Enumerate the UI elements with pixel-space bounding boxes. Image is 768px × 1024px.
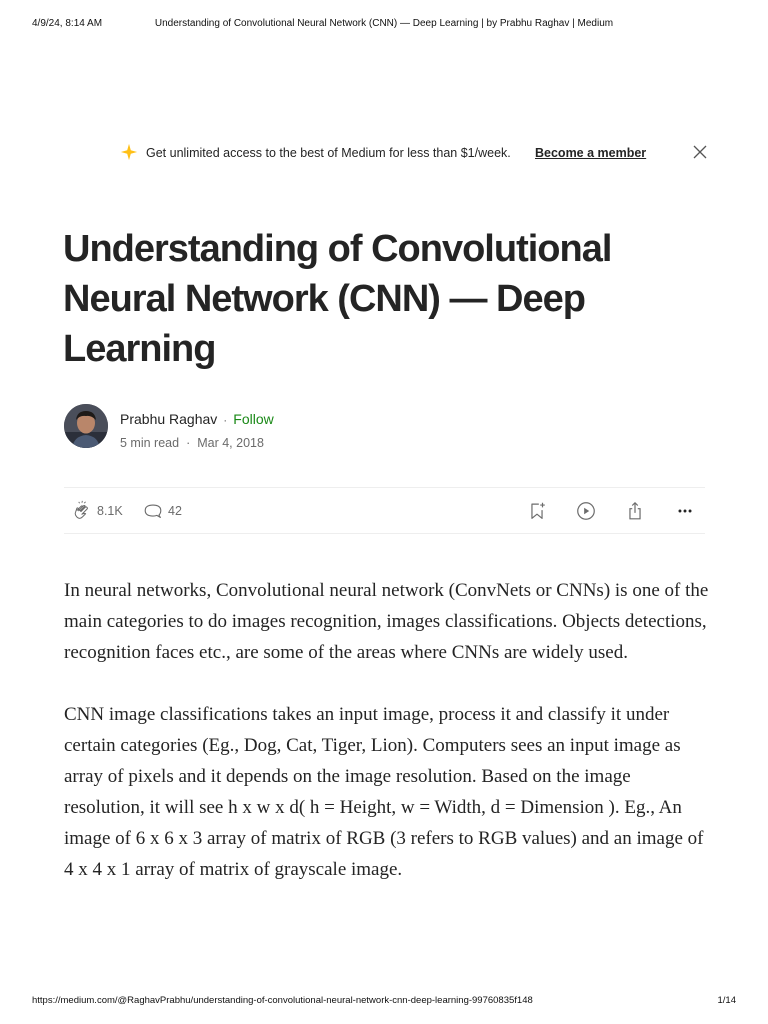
- print-datetime: 4/9/24, 8:14 AM: [32, 18, 103, 29]
- sparkle-icon: [120, 143, 138, 161]
- print-document-title: Understanding of Convolutional Neural Network (CNN) — Deep Learning | by Prabhu Raghav | Medium: [154, 18, 614, 29]
- clap-icon[interactable]: [70, 500, 92, 522]
- page-number: 1/14: [717, 995, 736, 1006]
- play-icon[interactable]: [575, 500, 597, 522]
- print-url: https://medium.com/@RaghavPrabhu/understanding-of-convolutional-neural-network-cnn-deep-learning-99760835f148: [32, 995, 533, 1006]
- share-icon[interactable]: [624, 500, 646, 522]
- action-bar: [64, 487, 705, 534]
- more-icon[interactable]: [674, 500, 696, 522]
- close-icon[interactable]: [692, 144, 708, 160]
- author-block: [64, 404, 704, 452]
- author-name[interactable]: Prabhu Raghav: [120, 411, 218, 427]
- response-count: 42: [168, 504, 182, 518]
- become-member-link[interactable]: Become a member: [535, 146, 647, 160]
- response-icon[interactable]: [142, 500, 164, 522]
- article-title: Understanding of Convolutional Neural Network (CNN) — Deep Learning: [63, 228, 612, 370]
- meta-separator: ·: [186, 436, 191, 450]
- membership-banner: [120, 144, 720, 166]
- clap-count: 8.1K: [97, 504, 123, 518]
- banner-message: Get unlimited access to the best of Medium for less than $1/week.: [146, 146, 511, 160]
- follow-button[interactable]: Follow: [233, 411, 274, 427]
- print-header: [32, 18, 736, 32]
- author-separator: ·: [223, 413, 228, 427]
- avatar[interactable]: [64, 404, 108, 448]
- article-paragraph: In neural networks, Convolutional neural network (ConvNets or CNNs) is one of the main categories to do images recognition, images classifications. Objects detections, recognition faces etc., are some of the areas where CNNs are widely used.: [64, 580, 709, 663]
- article-paragraph: CNN image classifications takes an input image, process it and classify it under certain categories (Eg., Dog, Cat, Tiger, Lion). Computers sees an input image as array of pixels and it depends on the image resolution. Based on the image resolution, it will see h x w x d( h = Height, w = Width, d = Dimension ). Eg., An image of 6 x 6 x 3 array of matrix of RGB (3 refers to RGB values) and an image of 4 x 4 x 1 array of matrix of grayscale image.: [64, 704, 704, 880]
- print-footer: [32, 995, 736, 1009]
- bookmark-icon[interactable]: [526, 500, 548, 522]
- publish-date: Mar 4, 2018: [197, 436, 264, 450]
- article-body: [64, 575, 714, 916]
- read-time: 5 min read: [120, 436, 180, 450]
